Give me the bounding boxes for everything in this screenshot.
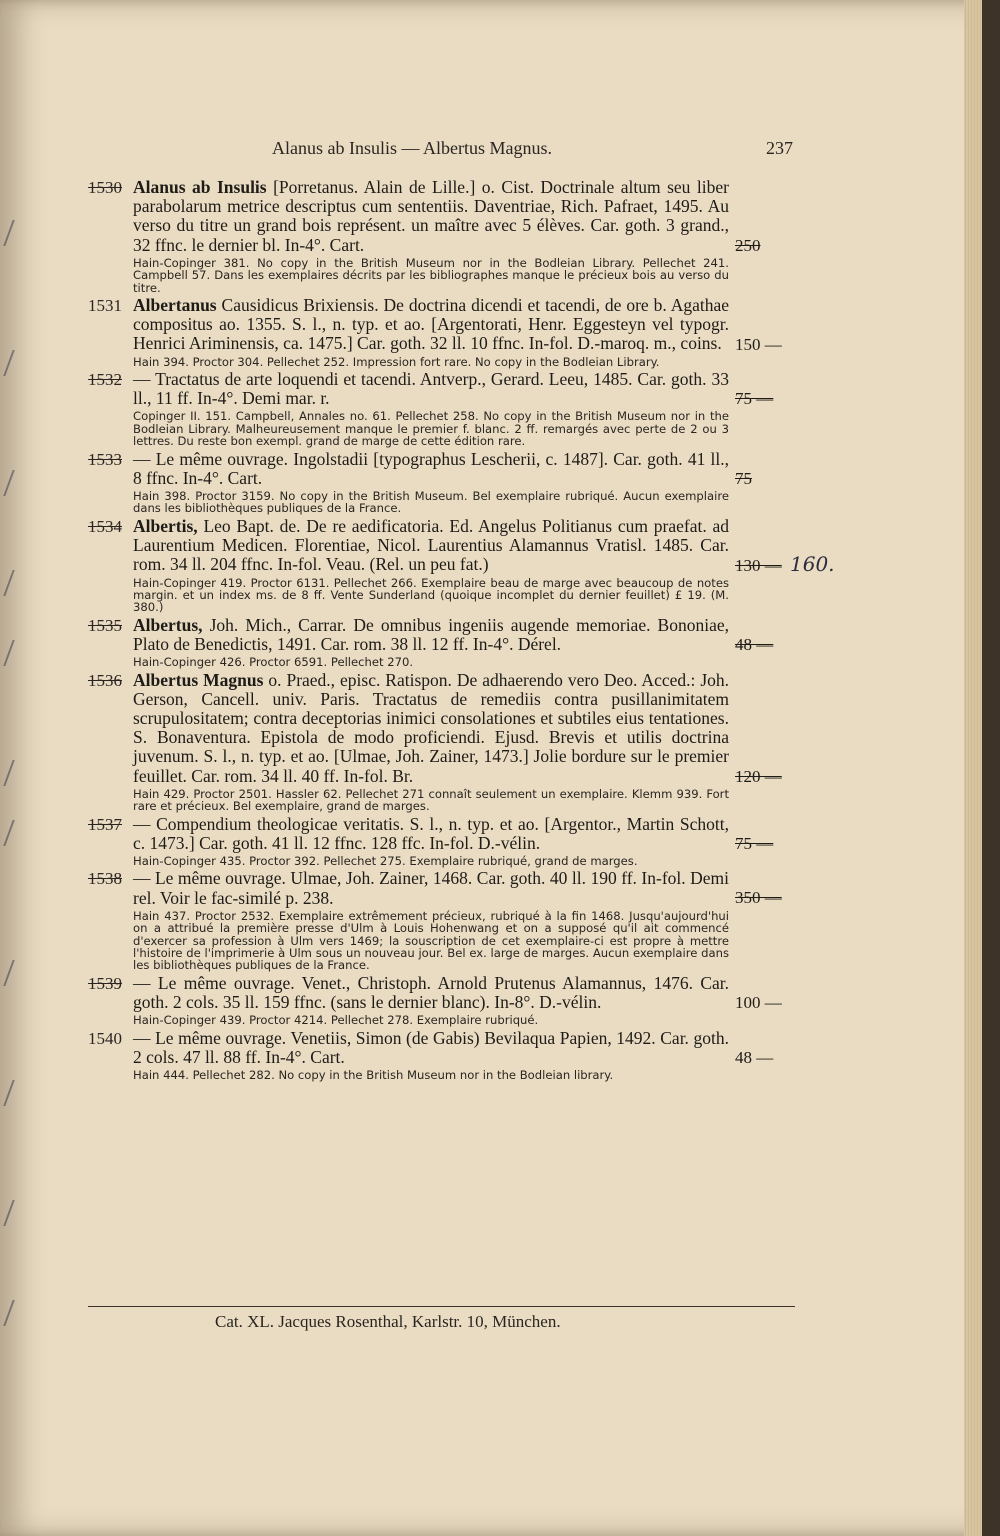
entry-price: 75 — (735, 389, 774, 409)
catalog-entry (0, 178, 982, 294)
entry-description (133, 370, 729, 408)
catalog-entries (0, 178, 982, 1083)
entry-number: 1536 (88, 670, 122, 690)
entry-note: Hain-Copinger 435. Proctor 392. Pellechet 275. Exemplaire rubriqué, grand de marges. (133, 853, 638, 868)
entry-text: Causidicus Brixiensis. De doctrina dicendi et tacendi, de ore b. Agathae compositus ao. 1355. S. l., n. typ. et ao. [Argentorati, Henr. Eggesteyn vel typogr. Henrici Ariminensis, ca. 1475.] Car. goth. 32 ll. 10 ffnc. In-fol. D.-maroq. m., coins. (133, 295, 729, 354)
entry-heading: Albertus, (133, 614, 203, 635)
entry-text: o. Praed., episc. Ratispon. De adhaerendo vero Deo. Acced.: Joh. Gerson, Cancell. univ. Paris. Tractatus de remediis contra pusillanimitatem scrupulositatem; contra deceptorias inimici consolationes et subtiles eius tentationes. S. Bonaventura. Epistola de modo proficiendi. Ejusd. Brevis et utilis doctrina juvenum. S. l., n. typ. et ao. [Ulmae, Joh. Zainer, 1473.] Jolie bordure sur le premier feuillet. Car. rom. 34 ll. 40 ff. In-fol. Br. (133, 669, 730, 786)
entry-price: 48 — (735, 634, 774, 654)
catalog-entry (0, 450, 982, 515)
entry-price: 130 — (735, 555, 782, 575)
entry-text: — Le même ouvrage. Venet., Christoph. Arnold Prutenus Alamannus, 1476. Car. goth. 2 cols. 35 ll. 159 ffnc. (sans le dernier blanc). In-8°. D.-vélin. (133, 972, 729, 1013)
catalog-entry (0, 517, 982, 614)
entry-price: 350 — (735, 888, 782, 908)
page-number: 237 (766, 138, 793, 158)
entry-text: — Le même ouvrage. Ingolstadii [typographus Lescherii, c. 1487]. Car. goth. 41 ll., 8 ffnc. In-4°. Cart. (133, 448, 729, 488)
entry-text: Leo Bapt. de. De re aedificatoria. Ed. Angelus Politianus cum praefat. ad Laurentium Medicen. Florentiae, Nicol. Laurentius Alamannus Vratisl. 1485. Car. rom. 34 ll. 204 ffnc. In-fol. Veau. (Rel. un peu fat.) (133, 515, 730, 575)
entry-price: 100 — (735, 992, 782, 1012)
entry-price: 75 (735, 468, 752, 488)
entry-note: Hain-Copinger 381. No copy in the British Museum nor in the Bodleian Library. Pellechet 241. Campbell 57. Dans les exemplaires décrits par les bibliographes manque le précieux bois au verso du titre. (133, 255, 729, 295)
entry-text: — Le même ouvrage. Ulmae, Joh. Zainer, 1468. Car. goth. 40 ll. 190 ff. In-fol. Demi rel. Voir le fac-similé p. 238. (133, 868, 729, 908)
catalog-entry (0, 1029, 982, 1082)
running-head-title: Alanus ab Insulis — Albertus Magnus. (272, 138, 552, 158)
entry-note: Copinger II. 151. Campbell, Annales no. 61. Pellechet 258. No copy in the British Museum nor in the Bodleian Library. Malheureusement manque le premier f. blanc. 2 ff. remargés avec perte de 2 ou 3 lettres. Du reste bon exempl. grand de marge de cette édition rare. (133, 409, 729, 449)
entry-number: 1535 (88, 615, 122, 635)
entry-number: 1532 (88, 370, 122, 390)
entry-description (133, 616, 729, 654)
entry-text: Joh. Mich., Carrar. De omnibus ingeniis augende memoriae. Bononiae, Plato de Benedictis, 1491. Car. rom. 38 ll. 12 ff. In-4°. Dérel. (133, 614, 729, 654)
entry-text: — Tractatus de arte loquendi et tacendi. Antverp., Gerard. Leeu, 1485. Car. goth. 33 ll., 11 ff. In-4°. Demi mar. r. (133, 369, 729, 409)
entry-note: Hain 444. Pellechet 282. No copy in the British Museum nor in the Bodleian library. (133, 1068, 614, 1083)
entry-description (133, 517, 729, 575)
entry-description (133, 296, 729, 354)
entry-note: Hain-Copinger 439. Proctor 4214. Pellechet 278. Exemplaire rubriqué. (133, 1013, 539, 1028)
entry-text: — Le même ouvrage. Venetiis, Simon (de Gabis) Bevilaqua Papien, 1492. Car. goth. 2 cols. 47 ll. 88 ff. In-4°. Cart. (133, 1027, 729, 1067)
catalog-entry (0, 671, 982, 813)
entry-note: Hain 429. Proctor 2501. Hassler 62. Pellechet 271 connaît seulement un exemplaire. Klemm 939. Fort rare et précieux. Bel exemplaire, grand de marges. (133, 786, 729, 814)
entry-note: Hain-Copinger 426. Proctor 6591. Pellechet 270. (133, 655, 414, 670)
entry-heading: Alanus ab Insulis (133, 177, 267, 197)
entry-price: 120 — (735, 766, 782, 786)
entry-note: Hain 394. Proctor 304. Pellechet 252. Impression fort rare. No copy in the Bodleian Library. (133, 354, 660, 369)
entry-number: 1530 (88, 178, 122, 197)
entry-note: Hain 398. Proctor 3159. No copy in the British Museum. Bel exemplaire rubriqué. Aucun exemplaire dans les bibliothèques publiques de la France. (133, 489, 729, 516)
entry-note: Hain 437. Proctor 2532. Exemplaire extrêmement précieux, rubriqué à la fin 1468. Jusqu'aujourd'hui on a attribué la première presse d'Ulm à Louis Hohenwang et on a supposé qu'il ait commencé d'exercer sa profession à Ulm vers 1469; la souscription de cet exemplaire-ci est propre à mettre l'histoire de l'imprimerie à Ulm sous un nouveau jour. Bel ex. large de marges. Aucun exemplaire dans les bibliothèques publiques de la France. (133, 908, 729, 973)
entry-price: 250 (735, 236, 761, 255)
catalog-entry (0, 370, 982, 448)
catalog-entry (0, 296, 982, 368)
entry-number: 1539 (88, 973, 122, 993)
entry-text: [Porretanus. Alain de Lille.] o. Cist. Doctrinale altum seu liber parabolarum metrice descriptus cum sententiis. Daventriae, Rich. Pafraet, 1495. Au verso du titre un grand bois représent. un maître avec 5 élèves. Car. goth. 3 grand., 32 ffnc. le dernier bl. In-4°. Cart. (133, 177, 729, 255)
page-footer: Cat. XL. Jacques Rosenthal, Karlstr. 10, München. (215, 1312, 561, 1331)
entry-number: 1533 (88, 449, 122, 469)
entry-description (133, 450, 729, 488)
entry-description (133, 1029, 729, 1067)
entry-number: 1534 (88, 516, 122, 536)
entry-note: Hain-Copinger 419. Proctor 6131. Pellechet 266. Exemplaire beau de marge avec beaucoup de notes margin. et un index ms. de 8 ff. Vente Sunderland (quoique incomplet du dernier feuillet) £ 19. (M. 380.) (133, 575, 729, 615)
entry-text: — Compendium theologicae veritatis. S. l., n. typ. et ao. [Argentor., Martin Schott, c. 1473.] Car. goth. 41 ll. 12 ffnc. 128 ffc. In-fol. D.-vélin. (133, 813, 729, 853)
entry-heading: Albertis, (133, 515, 198, 536)
running-head (270, 134, 795, 162)
entry-description (133, 869, 729, 907)
entry-heading: Albertanus (133, 295, 217, 316)
entry-description (133, 671, 729, 786)
entry-number: 1537 (88, 814, 122, 834)
catalog-entry (0, 974, 982, 1027)
entry-price: 150 — (735, 335, 782, 355)
footer-rule (88, 1306, 795, 1307)
entry-number: 1531 (88, 296, 122, 316)
entry-heading: Albertus Magnus (133, 669, 264, 690)
entry-description (133, 974, 729, 1012)
catalog-entry (0, 616, 982, 669)
catalog-entry (0, 815, 982, 868)
entry-number: 1538 (88, 869, 122, 889)
entry-price: 75 — (735, 833, 774, 853)
entry-number: 1540 (88, 1028, 122, 1048)
entry-price: 48 — (735, 1047, 774, 1067)
entry-description (133, 815, 729, 853)
catalog-entry (0, 869, 982, 971)
handwritten-price: 160. (790, 551, 835, 576)
entry-description (133, 178, 729, 255)
